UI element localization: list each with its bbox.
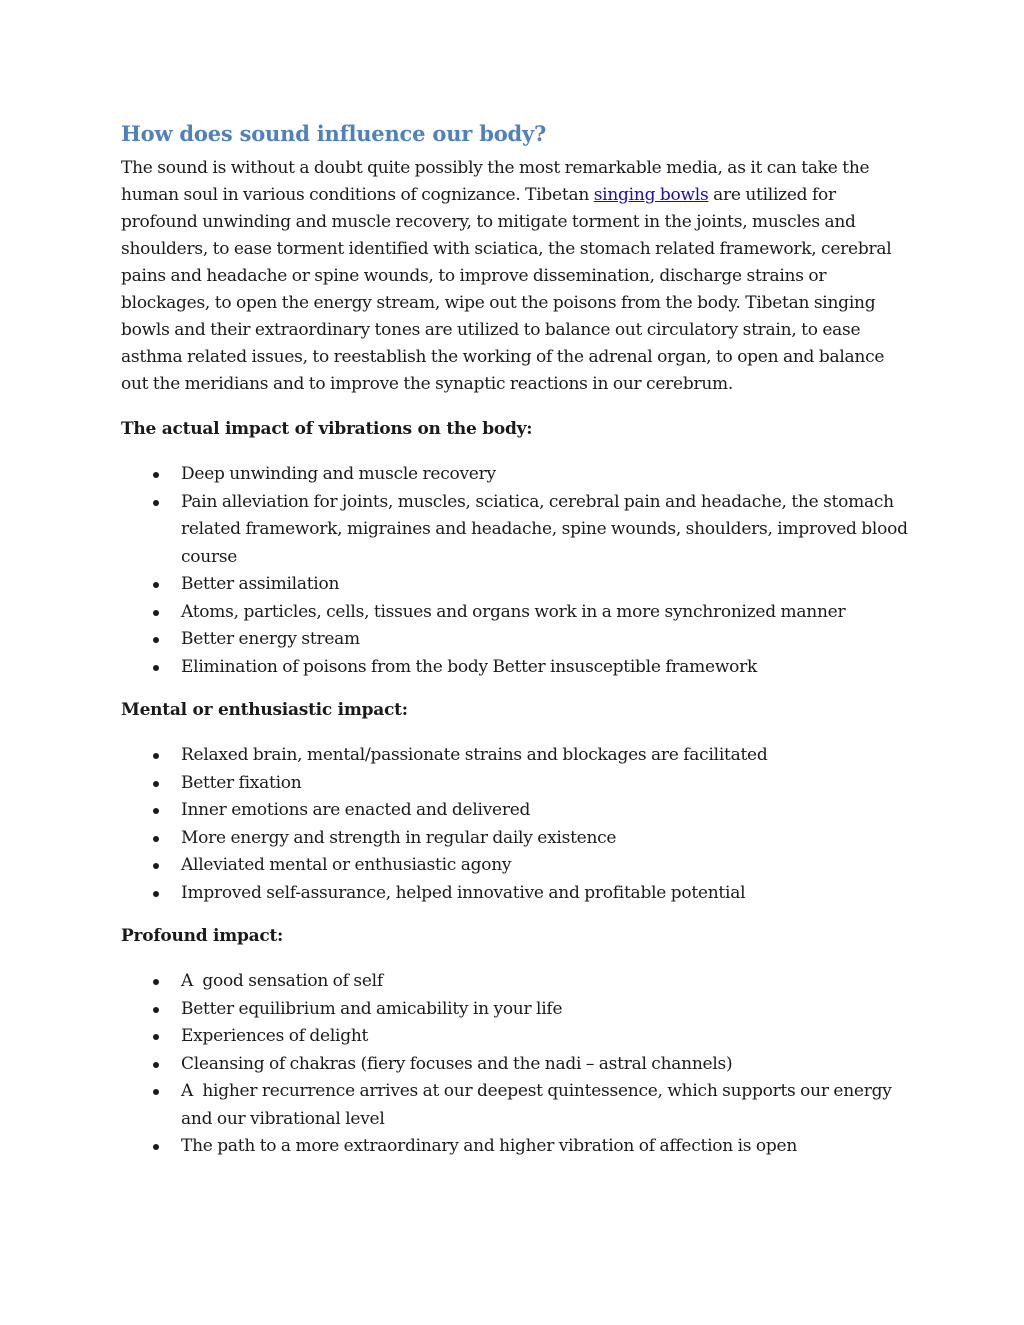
list-item [121, 1078, 911, 1133]
intro-text-end: are utilized for profound unwinding and muscle recovery, to mitigate torment in the joints, muscles and shoulders, to ease torment identified with sciatica, the stomach related framework, cerebral pains and headache or spine wounds, to improve dissemination, discharge strains or blockages, to open the energy stream, wipe out the poisons from the body. Tibetan singing bowls and their extraordinary tones are utilized to balance out circulatory strain, to ease asthma related issues, to reestablish the working of the adrenal organ, to open and balance out the meridians and to improve the synaptic reactions in our cerebrum. [121, 185, 892, 394]
bullet-icon [153, 863, 159, 869]
bullet-icon [153, 610, 159, 616]
list-item [121, 852, 911, 880]
intro-paragraph [121, 155, 911, 398]
section-heading: Profound impact: [121, 926, 284, 946]
bullet-icon [153, 1062, 159, 1068]
list-item [121, 770, 911, 798]
bullet-icon [153, 1034, 159, 1040]
list-item [121, 1023, 911, 1051]
bullet-icon [153, 979, 159, 985]
list-item [121, 797, 911, 825]
list-item-text: Deep unwinding and muscle recovery [181, 464, 496, 484]
list-item [121, 880, 911, 908]
list-item [121, 654, 911, 682]
list-item [121, 996, 911, 1024]
bullet-icon [153, 665, 159, 671]
list-item [121, 626, 911, 654]
list-item-text: Improved self-assurance, helped innovative and profitable potential [181, 882, 746, 903]
list-item [121, 742, 911, 770]
list-item-text: Relaxed brain, mental/passionate strains and blockages are facilitated [181, 745, 768, 765]
list-item-text: Better energy stream [181, 629, 360, 649]
section-physical [121, 416, 911, 681]
list-item-text: Inner emotions are enacted and delivered [181, 800, 531, 820]
bullet-list [121, 461, 911, 681]
bullet-icon [153, 1007, 159, 1013]
list-item [121, 1051, 911, 1079]
list-item-text: Cleansing of chakras (fiery focuses and the nadi – astral channels) [181, 1053, 733, 1074]
list-item-text: A good sensation of self [181, 971, 383, 991]
bullet-icon [153, 808, 159, 814]
bullet-list [121, 742, 911, 907]
list-item-text: A higher recurrence arrives at our deepest quintessence, which supports our energy and our vibrational level [181, 1081, 897, 1129]
bullet-icon [153, 500, 159, 506]
list-item-text: More energy and strength in regular daily existence [181, 827, 617, 848]
section-heading: The actual impact of vibrations on the body: [121, 419, 533, 439]
list-item [121, 968, 911, 996]
section-profound [121, 923, 911, 1161]
list-item-text: Atoms, particles, cells, tissues and organs work in a more synchronized manner [181, 601, 846, 622]
bullet-icon [153, 836, 159, 842]
bullet-icon [153, 1089, 159, 1095]
bullet-icon [153, 472, 159, 478]
bullet-icon [153, 891, 159, 897]
bullet-icon [153, 582, 159, 588]
section-mental [121, 697, 911, 907]
list-item-text: Better equilibrium and amicability in your life [181, 998, 563, 1019]
list-item [121, 825, 911, 853]
bullet-list [121, 968, 911, 1161]
list-item [121, 489, 911, 572]
document-body [121, 118, 911, 1177]
bullet-icon [153, 1144, 159, 1150]
bullet-icon [153, 637, 159, 643]
list-item-text: Pain alleviation for joints, muscles, sciatica, cerebral pain and headache, the stomach related framework, migraines and headache, spine wounds, shoulders, improved blood course [181, 491, 908, 567]
section-heading: Mental or enthusiastic impact: [121, 700, 408, 720]
list-item-text: Experiences of delight [181, 1026, 369, 1046]
list-item-text: Elimination of poisons from the body Better insusceptible framework [181, 656, 758, 677]
singing-bowls-link[interactable]: singing bowls [593, 185, 709, 205]
list-item-text: Better fixation [181, 772, 302, 793]
list-item [121, 1133, 911, 1161]
list-item-text: Alleviated mental or enthusiastic agony [181, 855, 512, 875]
list-item-text: The path to a more extraordinary and higher vibration of affection is open [181, 1136, 798, 1156]
bullet-icon [153, 781, 159, 787]
page-title: How does sound influence our body? [121, 121, 547, 146]
bullet-icon [153, 753, 159, 759]
list-item [121, 599, 911, 627]
list-item [121, 461, 911, 489]
list-item [121, 571, 911, 599]
intro-text-start: The sound is without a doubt quite possibly the most remarkable media, as it can take the human soul in various conditions of cognizance. Tibetan [121, 158, 870, 205]
list-item-text: Better assimilation [181, 574, 340, 594]
